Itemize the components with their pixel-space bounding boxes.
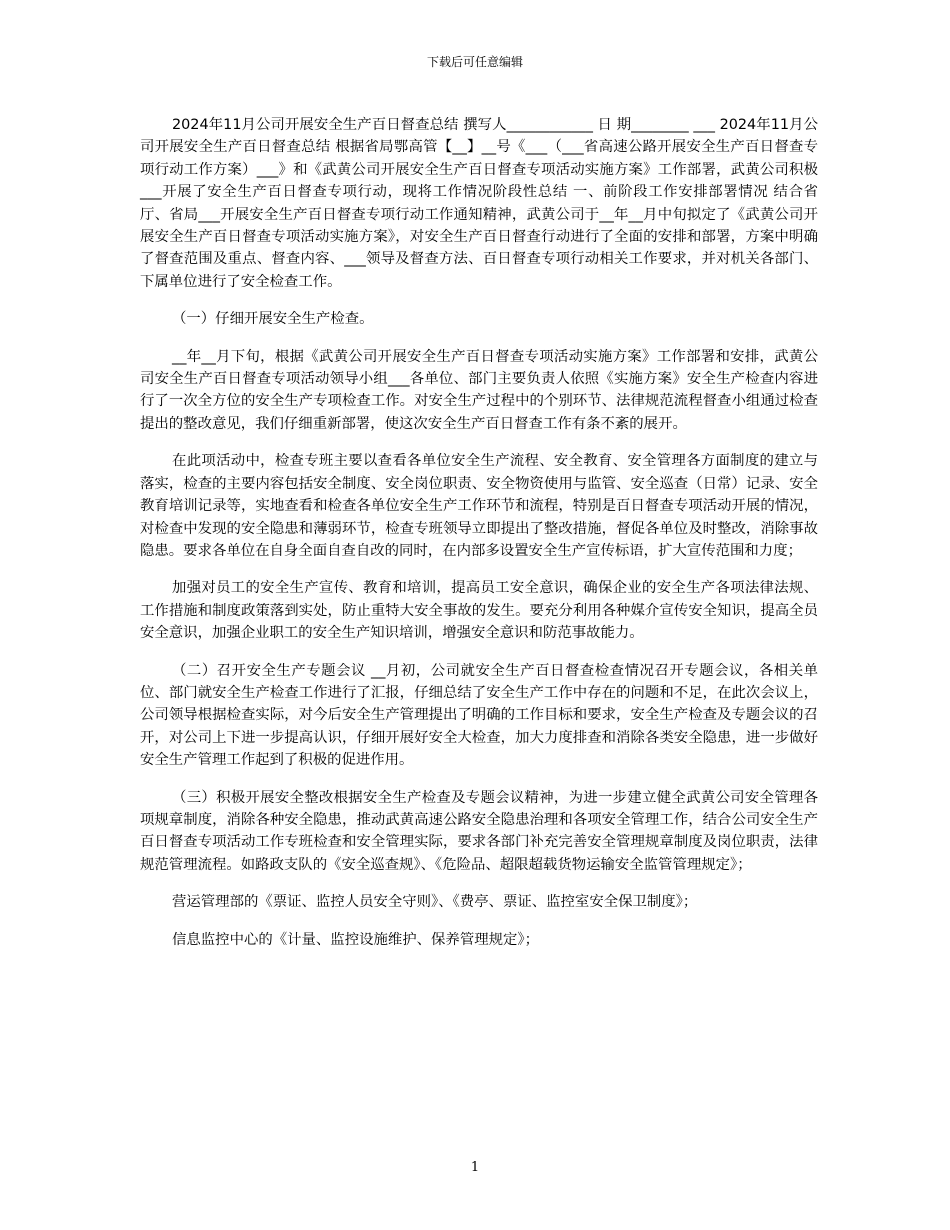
paragraph-section-3: （三）积极开展安全整改根据安全生产检查及专题会议精神，为进一步建立健全武黄公司安全管理各项规章制度，消除各种安全隐患，推动武黄高速公路安全隐患治理和各项安全管理工作，结合公司安全生产百日督查专项活动工作专班检查和安全管理实际，要求各部门补充完善安全管理规章制度及岗位职责，法律规范管理流程。如路政支队的《安全巡查规》、《危险品、超限超载货物运输安全监管管理规定》； [140,789,818,873]
paragraph-section-2: （二）召开安全生产专题会议 __月初，公司就安全生产百日督查检查情况召开专题会议，各相关单位、部门就安全生产检查工作进行了汇报，仔细总结了安全生产工作中存在的问题和不足，在此次会议上，公司领导根据检查实际，对今后安全生产管理提出了明确的工作目标和要求，安全生产检查及专题会议的召开，对公司上下进一步提高认识，仔细开展好安全大检查，加大力度排查和消除各类安全隐患，进一步做好安全生产管理工作起到了积极的促进作用。 [140,662,818,769]
paragraph-safety-education: 加强对员工的安全生产宣传、教育和培训，提高员工安全意识，确保企业的安全生产各项法律法规、工作措施和制度政策落到实处，防止重特大安全事故的发生。要充分利用各种媒介宣传安全知识，提高全员安全意识，加强企业职工的安全生产知识培训，增强安全意识和防范事故能力。 [140,580,818,642]
document-body [140,114,818,966]
paragraph-operations-rules: 营运管理部的《票证、监控人员安全守则》、《费亭、票证、监控室安全保卫制度》； [172,894,698,911]
paragraph-title-intro: 2024年11月公司开展安全生产百日督查总结 撰写人____________ 日 期________ ___ 2024年11月公司开展安全生产百日督查总结 根据省局鄂高管【__】__号《___（___省高速公路开展安全生产百日督查专项行动工作方案）___》和《武黄公司开展安全生产百日督查专项活动实施方案》工作部署，武黄公司积极___开展了安全生产百日督查专项行动，现将工作情况阶段性总结 一、前阶段工作安排部署情况 结合省厅、省局___开展安全生产百日督查专项行动工作通知精神，武黄公司于__年__月中旬拟定了《武黄公司开展安全生产百日督查专项活动实施方案》，对安全生产百日督查行动进行了全面的安排和部署，方案中明确了督查范围及重点、督查内容、___领导及督查方法、百日督查专项行动相关工作要求，并对机关各部门、下属单位进行了安全检查工作。 [140,117,818,290]
page-header: 下载后可任意编辑 [426,55,523,69]
paragraph-monitoring-rules: 信息监控中心的《计量、监控设施维护、保养管理规定》； [172,931,539,948]
paragraph-section-1-heading: （一）仔细开展安全生产检查。 [172,311,374,328]
paragraph-section-1-body: __年__月下旬，根据《武黄公司开展安全生产百日督查专项活动实施方案》工作部署和安排，武黄公司安全生产百日督查专项活动领导小组___各单位、部门主要负责人依照《实施方案》安全生产检查内容进行了一次全方位的安全生产专项检查工作。对安全生产过程中的个别环节、法律规范流程督查小组通过检查提出的整改意见，我们仔细重新部署，使这次安全生产百日督查工作有条不紊的展开。 [140,348,818,432]
paragraph-inspection-content: 在此项活动中，检查专班主要以查看各单位安全生产流程、安全教育、安全管理各方面制度的建立与落实，检查的主要内容包括安全制度、安全岗位职责、安全物资使用与监管、安全巡查（日常）记录、安全教育培训记录等，实地查看和检查各单位安全生产工作环节和流程，特别是百日督查专项活动开展的情况，对检查中发现的安全隐患和薄弱环节，检查专班领导立即提出了整改措施，督促各单位及时整改，消除事故隐患。要求各单位在自身全面自查自改的同时，在内部多设置安全生产宣传标语，扩大宣传范围和力度； [140,453,818,559]
page-number: 1 [470,1160,480,1175]
